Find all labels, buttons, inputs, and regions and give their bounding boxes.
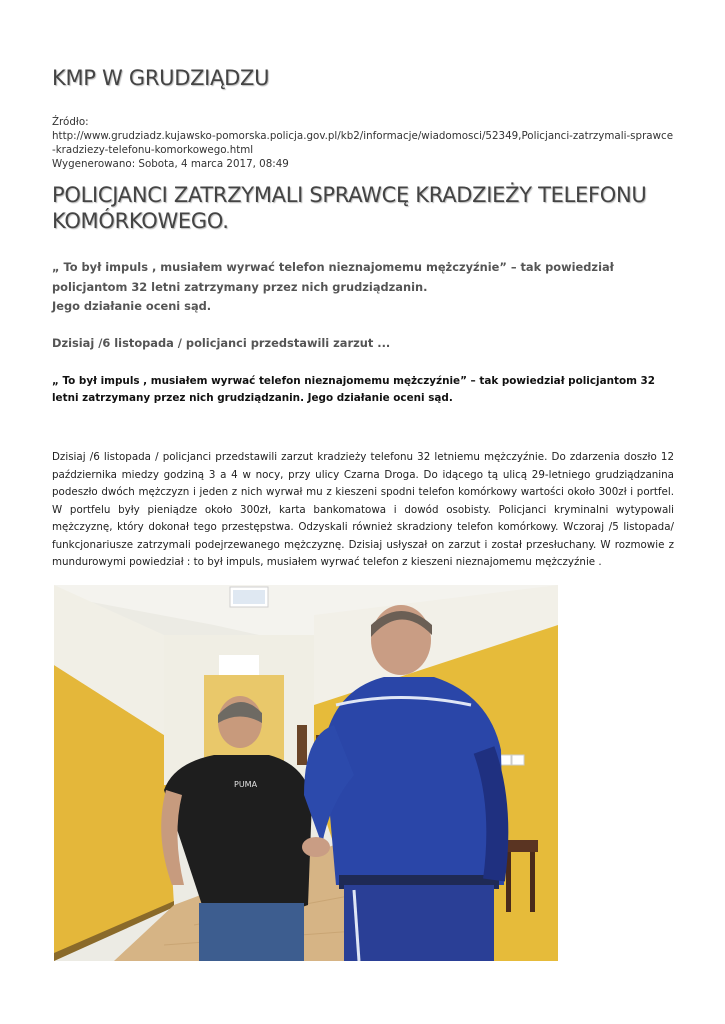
article-title: POLICJANCI ZATRZYMALI SPRAWCĘ KRADZIEŻY TELEFONU KOMÓRKOWEGO. <box>52 183 647 233</box>
corridor-photo-illustration <box>54 585 558 961</box>
article-photo <box>54 585 558 961</box>
lead-line-2: Jego działanie oceni sąd. <box>52 299 212 313</box>
lead-line-1: „ To był impuls , musiałem wyrwać telefon nieznajomemu mężczyźnie” – tak powiedział policjantom 32 letni zatrzymany przez nich grudziądzanin. <box>52 260 614 294</box>
article-body: Dzisiaj /6 listopada / policjanci przedstawili zarzut kradzieży telefonu 32 letniemu mężczyźnie. Do zdarzenia doszło 12 października miedzy godziną 3 a 4 w nocy, przy ulicy Czarna Droga. Do idącego tą ulicą 29-letniego grudziądzanina podeszło dwóch mężczyzn i jeden z nich wyrwał mu z kieszeni spodni telefon komórkowy wartości około 300zł i portfel. W portfelu były pieniądze około 300zł, karta bankomatowa i dowód osobisty. Policjanci kryminalni wytypowali mężczyznę, który dokonał tego przestępstwa. Odzyskali również skradziony telefon komórkowy. Wczoraj /5 listopada/ funkcjonariusze zatrzymali podejrzewanego mężczyznę. Dzisiaj usłyszał on zarzut i został przesłuchany. W rozmowie z mundurowymi powiedział : to był impuls, musiałem wyrwać telefon z kieszeni nieznajomemu mężczyźnie . <box>52 451 674 568</box>
article-quote: „ To był impuls , musiałem wyrwać telefon nieznajomemu mężczyźnie” – tak powiedział policjantom 32 letni zatrzymany przez nich grudziądzanin. Jego działanie oceni sąd. <box>52 375 656 404</box>
shirt-logo: PUMA <box>234 780 258 789</box>
generated-timestamp: Wygenerowano: Sobota, 4 marca 2017, 08:49 <box>52 158 289 170</box>
site-title: KMP W GRUDZIĄDZU <box>52 66 270 90</box>
source-url[interactable]: http://www.grudziadz.kujawsko-pomorska.policja.gov.pl/kb2/informacje/wiadomosci/52349,Policjanci-zatrzymali-sprawce-kradziezy-telefonu-komorkowego.html <box>52 130 674 156</box>
meta-block <box>52 115 674 171</box>
article-lead <box>52 258 674 317</box>
article-subhead: Dzisiaj /6 listopada / policjanci przedstawili zarzut ... <box>52 336 391 350</box>
source-label: Źródło: <box>52 116 89 128</box>
